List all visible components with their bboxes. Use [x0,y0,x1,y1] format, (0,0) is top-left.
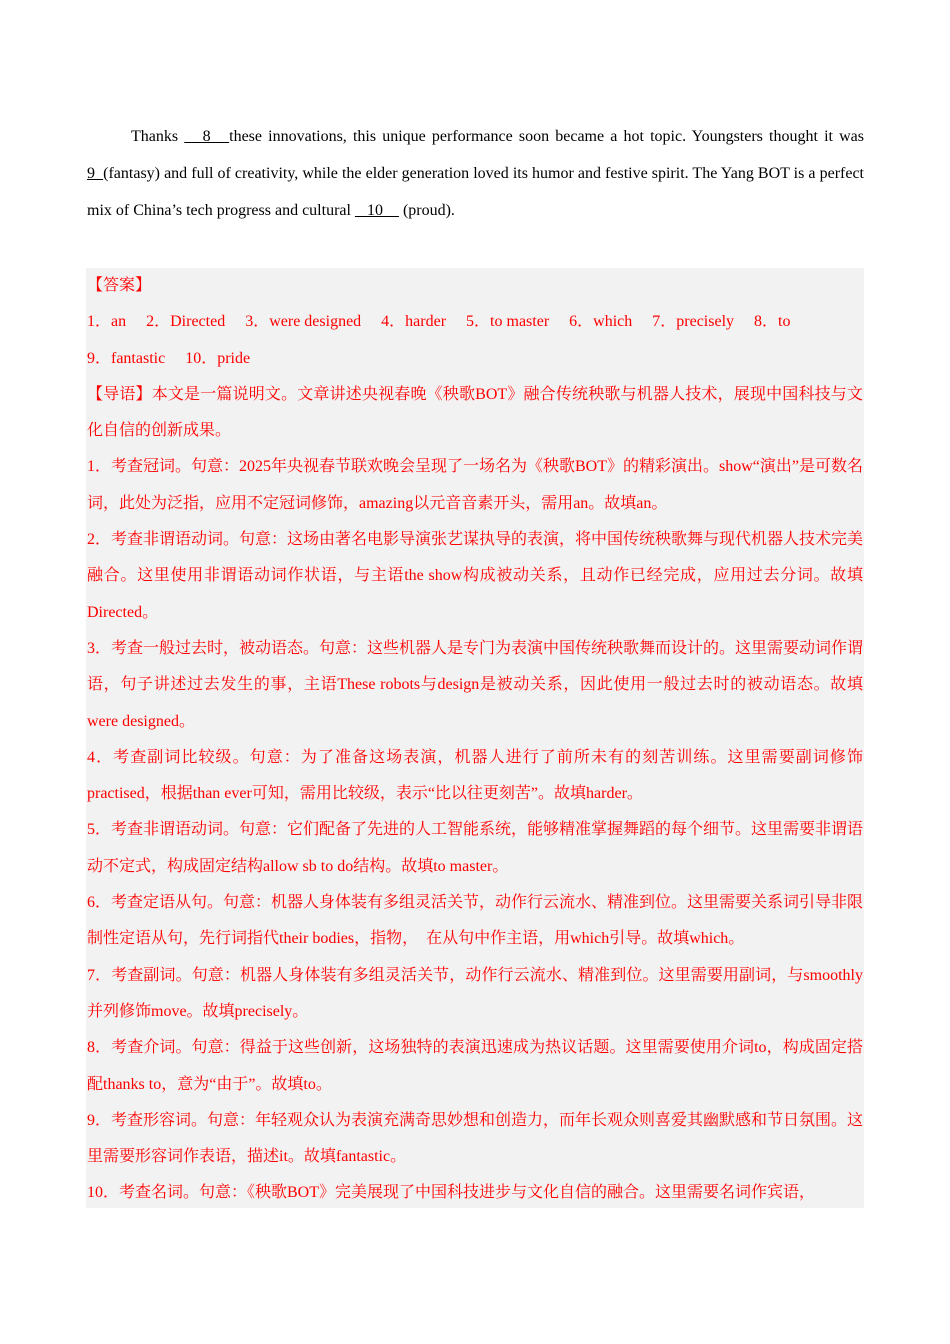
explanation-3: 3．考查一般过去时，被动语态。句意：这些机器人是专门为表演中国传统秧歌舞而设计的。这里需要动词作谓语，句子讲述过去发生的事，主语These robots与design是被动关系，因此使用一般过去时的被动语态。故填were designed。 [87,639,864,730]
passage-seg3: (fantasy) and full of creativity, while the elder generation loved its humor and festive spirit. The Yang BOT is a perfect mix of China’s tech progress and cultural [87,165,864,219]
answer-item: 5．to master [466,313,550,331]
explanation-7: 7．考查副词。句意：机器人身体装有多组灵活关节，动作行云流水、精准到位。这里需要用副词，与smoothly并列修饰move。故填precisely。 [87,966,863,1020]
passage-text [87,118,864,229]
answer-list-line-2 [87,341,863,377]
explanation-10: 10．考查名词。句意：《秧歌BOT》完美展现了中国科技进步与文化自信的融合。这里需要名词作宾语， [87,1184,816,1202]
passage-seg4: (proud). [398,202,455,219]
explanation-9: 9．考查形容词。句意：年轻观众认为表演充满奇思妙想和创造力，而年长观众则喜爱其幽默感和节日氛围。这里需要形容词作表语，描述it。故填fantastic。 [87,1111,864,1166]
blank-8: 8 [184,128,230,145]
answer-item: 2．Directed [146,313,226,331]
passage-seg1: Thanks [131,128,185,145]
answer-list-line-1 [87,304,863,340]
answer-item: 3．were designed [245,313,362,331]
blank-9: 9 [87,165,104,182]
explanation-2: 2．考查非谓语动词。句意：这场由著名电影导演张艺谋执导的表演，将中国传统秧歌舞与现代机器人技术完美融合。这里使用非谓语动词作状语，与主语the show构成被动关系，且动作已经完成，应用过去分词。故填Directed。 [87,531,864,621]
guide-text: 【导语】本文是一篇说明文。文章讲述央视春晚《秧歌BOT》融合传统秧歌与机器人技术，展现中国科技与文化自信的创新成果。 [87,385,863,440]
answer-item: 4．harder [381,313,447,331]
explanation-4: 4．考查副词比较级。句意：为了准备这场表演，机器人进行了前所未有的刻苦训练。这里需要副词修饰practised，根据than ever可知，需用比较级，表示“比以往更刻苦”。故填harder。 [87,748,863,803]
answer-item: 1．an [87,313,127,331]
answer-item: 10．pride [185,349,251,367]
passage-paragraph [87,118,864,229]
answer-header: 【答案】 [87,277,152,294]
answer-item: 7．precisely [652,313,735,331]
answer-item: 9．fantastic [87,349,166,367]
passage-seg2: these innovations, this unique performance soon became a hot topic. Youngsters thought it was [229,128,865,145]
explanation-8: 8．考查介词。句意：得益于这些创新，这场独特的表演迅速成为热议话题。这里需要使用介词to，构成固定搭配thanks to，意为“由于”。故填to。 [87,1039,863,1093]
answer-item: 6．which [569,313,633,331]
explanation-1: 1．考查冠词。句意：2025年央视春节联欢晚会呈现了一场名为《秧歌BOT》的精彩演出。show“演出”是可数名词，此处为泛指，应用不定冠词修饰，amazing以元音音素开头，需用an。故填an。 [87,458,863,512]
answer-section [86,268,864,1208]
blank-10: 10 [354,202,399,219]
explanation-5: 5．考查非谓语动词。句意：它们配备了先进的人工智能系统，能够精准掌握舞蹈的每个细节。这里需要非谓语动不定式，构成固定结构allow sb to do结构。故填to master。 [87,821,864,875]
answer-item: 8．to [754,313,791,331]
explanation-6: 6．考查定语从句。句意：机器人身体装有多组灵活关节，动作行云流水、精准到位。这里需要关系词引导非限制性定语从句，先行词指代their bodies，指物， 在从句中作主语，用which引导。故填which。 [87,894,864,948]
